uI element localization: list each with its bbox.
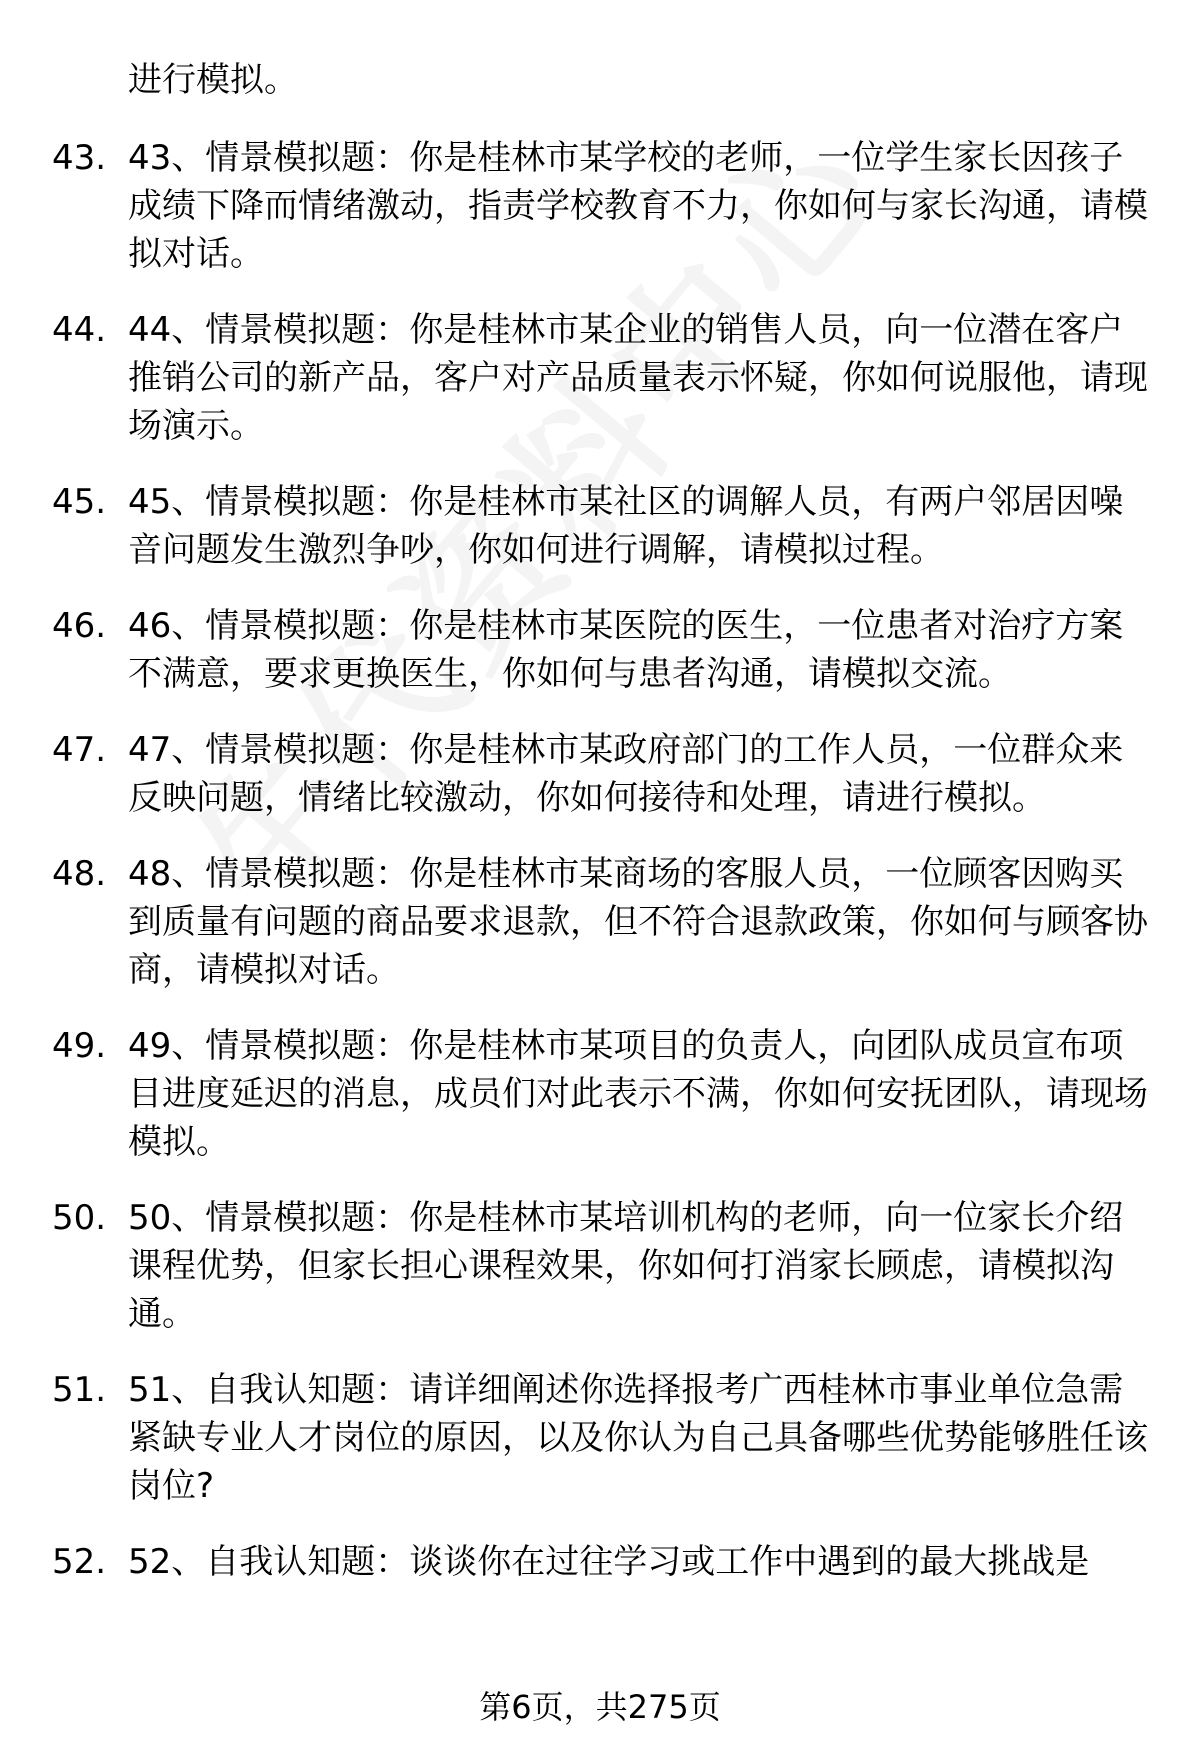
question-list	[0, 134, 1200, 1614]
question-number: 51.	[52, 1370, 107, 1410]
question-number: 44.	[52, 310, 107, 350]
question-number: 48.	[52, 854, 107, 894]
question-number: 46.	[52, 606, 107, 646]
question-number: 45.	[52, 482, 107, 522]
question-text: 49、情景模拟题：你是桂林市某项目的负责人，向团队成员宣布项目进度延迟的消息，成员们对此表示不满，你如何安抚团队，请现场模拟。	[128, 1026, 1148, 1162]
question-number: 49.	[52, 1026, 107, 1066]
question-text: 46、情景模拟题：你是桂林市某医院的医生，一位患者对治疗方案不满意，要求更换医生，你如何与患者沟通，请模拟交流。	[128, 606, 1124, 694]
question-number: 43.	[52, 138, 107, 178]
question-item-43	[0, 134, 1200, 278]
question-number: 52.	[52, 1542, 107, 1582]
question-text: 51、自我认知题：请详细阐述你选择报考广西桂林市事业单位急需紧缺专业人才岗位的原因，以及你认为自己具备哪些优势能够胜任该岗位?	[128, 1370, 1148, 1506]
question-text: 45、情景模拟题：你是桂林市某社区的调解人员，有两户邻居因噪音问题发生激烈争吵，你如何进行调解，请模拟过程。	[128, 482, 1124, 570]
question-text: 47、情景模拟题：你是桂林市某政府部门的工作人员，一位群众来反映问题，情绪比较激动，你如何接待和处理，请进行模拟。	[128, 730, 1124, 818]
question-item-46	[0, 602, 1200, 698]
question-text: 43、情景模拟题：你是桂林市某学校的老师，一位学生家长因孩子成绩下降而情绪激动，指责学校教育不力，你如何与家长沟通，请模拟对话。	[128, 138, 1148, 274]
question-number: 47.	[52, 730, 107, 770]
question-item-47	[0, 726, 1200, 822]
page-footer: 第6页，共275页	[479, 1688, 721, 1726]
question-item-45	[0, 478, 1200, 574]
question-text: 44、情景模拟题：你是桂林市某企业的销售人员，向一位潜在客户推销公司的新产品，客户对产品质量表示怀疑，你如何说服他，请现场演示。	[128, 310, 1148, 446]
question-item-44	[0, 306, 1200, 450]
question-text: 48、情景模拟题：你是桂林市某商场的客服人员，一位顾客因购买到质量有问题的商品要求退款，但不符合退款政策，你如何与顾客协商，请模拟对话。	[128, 854, 1148, 990]
question-item-50	[0, 1194, 1200, 1338]
continuation-text: 进行模拟。	[128, 60, 298, 100]
question-item-51	[0, 1366, 1200, 1510]
question-item-52	[0, 1538, 1200, 1586]
question-item-49	[0, 1022, 1200, 1166]
question-text: 52、自我认知题：谈谈你在过往学习或工作中遇到的最大挑战是	[128, 1542, 1090, 1582]
question-number: 50.	[52, 1198, 107, 1238]
question-text: 50、情景模拟题：你是桂林市某培训机构的老师，向一位家长介绍课程优势，但家长担心课程效果，你如何打消家长顾虑，请模拟沟通。	[128, 1198, 1124, 1334]
question-item-48	[0, 850, 1200, 994]
